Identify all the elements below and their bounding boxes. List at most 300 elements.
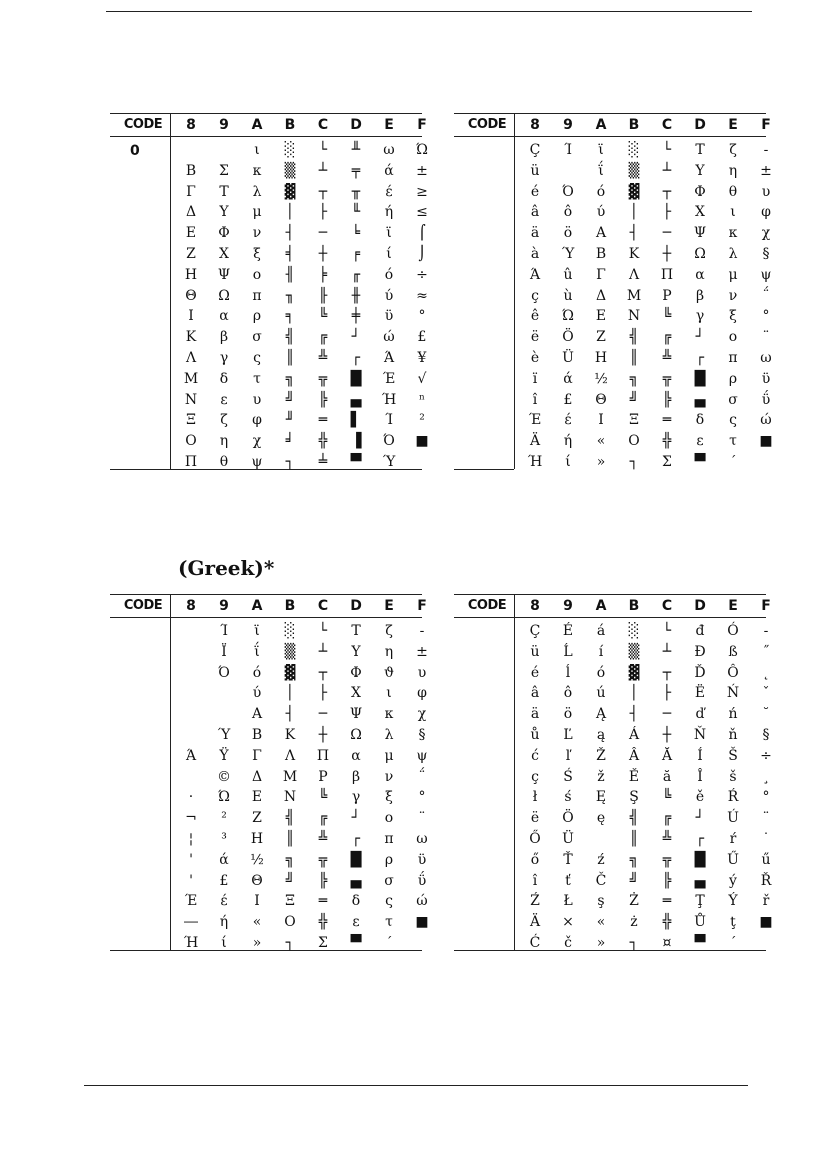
column-header: B — [284, 598, 296, 614]
char-cell: ν — [728, 287, 738, 304]
char-cell: Ά — [529, 266, 541, 283]
char-cell: û — [563, 266, 573, 283]
char-cell: » — [596, 454, 606, 470]
char-cell: ╣ — [285, 810, 295, 827]
char-cell: ϊ — [254, 623, 260, 639]
char-cell: τ — [729, 433, 737, 450]
char-cell: ώ — [760, 412, 772, 429]
char-cell: ε — [696, 433, 704, 450]
char-cell: δ — [695, 412, 705, 429]
char-cell: ⁿ — [418, 391, 426, 408]
char-cell: γ — [351, 789, 361, 806]
char-cell: ░ — [628, 142, 640, 158]
char-cell: î — [532, 872, 538, 889]
char-cell: ╦ — [662, 851, 672, 868]
char-cell: ί — [386, 246, 392, 262]
char-cell: - — [419, 623, 425, 639]
char-cell: » — [596, 935, 606, 951]
char-cell — [176, 726, 206, 745]
char-cell: Η — [594, 350, 608, 366]
char-cell: ╞ — [318, 266, 328, 283]
char-cell: Š — [728, 747, 738, 764]
char-cell: ύ — [252, 685, 262, 702]
char-cell: - — [763, 623, 769, 639]
char-cell: ▓ — [284, 183, 296, 200]
char-cell: ï — [532, 370, 538, 387]
char-cell: Ε — [595, 308, 607, 325]
char-cell: ┐ — [285, 935, 295, 951]
char-cell — [176, 643, 206, 662]
char-cell: Ě — [628, 768, 640, 785]
char-cell: ˝ — [762, 643, 770, 660]
char-cell: ║ — [629, 350, 639, 366]
char-cell: █ — [694, 370, 706, 387]
column-header: F — [417, 598, 427, 614]
char-cell: σ — [252, 329, 262, 346]
char-cell: Ό — [218, 664, 230, 681]
char-cell: ύ — [384, 287, 394, 304]
char-cell: Ń — [726, 685, 740, 702]
char-cell: ρ — [252, 308, 262, 325]
char-cell: ╧ — [318, 454, 328, 470]
char-cell: Ί — [220, 623, 228, 639]
char-cell: Υ — [695, 162, 705, 179]
char-cell: ╢ — [285, 266, 295, 283]
char-cell: ň — [728, 727, 738, 743]
char-cell: ξ — [729, 308, 737, 325]
char-cell: ΅ — [418, 768, 426, 785]
char-cell: ╟ — [318, 287, 328, 304]
char-cell: ╗ — [629, 851, 639, 868]
column-header: C — [661, 117, 673, 133]
char-cell: Ζ — [186, 246, 196, 262]
char-cell: ΅ — [762, 287, 770, 304]
char-cell: Υ — [219, 204, 229, 221]
char-cell: Γ — [596, 266, 606, 283]
char-cell: ρ — [384, 851, 394, 868]
char-cell: é — [530, 664, 540, 681]
char-cell: Ť — [563, 851, 573, 868]
char-cell: ┤ — [629, 706, 639, 723]
row-code: 0 — [130, 143, 140, 159]
char-cell: ϋ — [761, 370, 771, 387]
char-cell: ╩ — [662, 831, 672, 847]
char-cell: ά — [563, 370, 573, 387]
char-cell: Ň — [693, 727, 707, 743]
char-cell: ε — [220, 391, 228, 408]
char-cell: Ξ — [629, 412, 639, 429]
char-cell: Ϊ — [221, 643, 227, 660]
char-cell: ═ — [318, 893, 328, 910]
char-cell: │ — [285, 685, 295, 702]
char-cell: ╣ — [629, 810, 639, 827]
char-cell: Σ — [662, 454, 672, 470]
char-cell: ς — [253, 350, 261, 366]
char-cell: ┼ — [662, 727, 672, 743]
char-cell: Έ — [184, 893, 198, 910]
char-cell: ι — [386, 685, 392, 702]
char-cell: ο — [384, 810, 394, 827]
char-cell: ú — [596, 685, 606, 702]
char-cell: ─ — [662, 225, 672, 242]
code-table-bottom-right — [454, 594, 773, 952]
char-cell: Ή — [527, 454, 543, 470]
column-divider — [514, 113, 515, 469]
char-cell: β — [351, 768, 361, 785]
char-cell: Χ — [219, 246, 229, 262]
char-cell: φ — [761, 204, 771, 221]
column-header: 8 — [186, 598, 196, 614]
char-cell: ― — [184, 914, 198, 931]
char-cell: Ύ — [561, 246, 575, 262]
column-header: A — [595, 117, 607, 133]
char-cell: Ν — [184, 391, 198, 408]
char-cell: ' — [189, 872, 193, 889]
char-cell: Ι — [598, 412, 604, 429]
column-header: 9 — [563, 117, 573, 133]
column-header: C — [317, 117, 329, 133]
char-cell: « — [252, 914, 262, 931]
char-cell: Α — [595, 225, 607, 242]
char-cell: κ — [384, 706, 394, 723]
char-cell: ╠ — [662, 872, 672, 889]
char-cell: π — [384, 831, 394, 847]
char-cell: β — [219, 329, 229, 346]
char-cell: ▓ — [628, 183, 640, 200]
char-cell: ╜ — [285, 412, 295, 429]
char-cell: ό — [384, 266, 394, 283]
char-cell: Δ — [251, 768, 263, 785]
char-cell: Ü — [562, 350, 574, 366]
char-cell: Ε — [185, 225, 197, 242]
char-cell: ├ — [662, 685, 672, 702]
char-cell — [176, 684, 206, 703]
char-cell: ┼ — [318, 246, 328, 262]
char-cell: ┐ — [285, 454, 295, 470]
char-cell: γ — [695, 308, 705, 325]
table-header — [454, 113, 771, 137]
char-cell: ╩ — [318, 350, 328, 366]
char-cell: Χ — [695, 204, 705, 221]
char-cell: Ż — [629, 893, 639, 910]
column-header: C — [661, 598, 673, 614]
char-cell: Λ — [185, 350, 197, 366]
char-cell: ┴ — [662, 162, 672, 179]
char-cell — [176, 768, 206, 787]
char-cell: Ά — [383, 350, 395, 366]
char-cell: ί — [565, 454, 571, 470]
char-cell: Ζ — [596, 329, 606, 346]
char-cell: ┼ — [318, 727, 328, 743]
table-header — [110, 594, 427, 618]
char-cell: ≈ — [416, 287, 428, 304]
char-cell: £ — [417, 329, 427, 346]
code-table-top-left — [110, 113, 429, 471]
char-cell: ⌡ — [418, 246, 426, 262]
char-cell: £ — [219, 872, 229, 889]
char-cell: ╬ — [662, 433, 672, 450]
char-cell: Κ — [628, 246, 640, 262]
char-cell: ╙ — [351, 204, 361, 221]
char-cell: └ — [662, 142, 672, 158]
char-cell: ▓ — [628, 664, 640, 681]
char-cell: υ — [761, 183, 771, 200]
column-header: E — [728, 117, 738, 133]
char-cell: ë — [530, 810, 540, 827]
char-cell: ┘ — [695, 329, 705, 346]
char-cell: č — [564, 935, 572, 951]
char-cell: ± — [416, 162, 428, 179]
column-header: D — [350, 598, 362, 614]
char-cell: Ć — [529, 935, 541, 951]
char-cell: ▐ — [350, 433, 362, 450]
char-cell: ł — [532, 789, 538, 806]
char-cell: ě — [695, 789, 705, 806]
char-cell: Θ — [251, 872, 263, 889]
char-cell: ■ — [759, 914, 773, 931]
top-rule — [106, 11, 752, 12]
char-cell: κ — [728, 225, 738, 242]
char-cell: ô — [563, 204, 573, 221]
char-cell: ═ — [662, 893, 672, 910]
char-cell: î — [532, 391, 538, 408]
char-cell: ψ — [416, 747, 428, 764]
char-cell: ½ — [594, 370, 608, 387]
char-cell — [553, 162, 583, 181]
char-cell: Π — [660, 266, 674, 283]
char-cell: ▓ — [284, 664, 296, 681]
char-cell: ╠ — [318, 391, 328, 408]
char-cell: ▒ — [628, 643, 640, 660]
char-cell: Ω — [350, 727, 362, 743]
char-cell: Ή — [183, 935, 199, 951]
char-cell: ů — [530, 727, 540, 743]
char-cell: ϑ — [383, 664, 394, 681]
char-cell: ┬ — [662, 183, 672, 200]
column-header: B — [628, 598, 640, 614]
char-cell: Ă — [661, 747, 673, 764]
char-cell: ά — [219, 851, 229, 868]
char-cell: ű — [761, 851, 771, 868]
char-cell: Ω — [218, 287, 230, 304]
char-cell: Γ — [252, 747, 262, 764]
char-cell — [407, 453, 437, 472]
char-cell: ţ — [730, 914, 736, 931]
char-cell: Ű — [727, 851, 739, 868]
code-label: CODE — [123, 117, 163, 132]
char-cell: ń — [728, 706, 738, 723]
char-cell: Ρ — [318, 768, 328, 785]
char-cell: Ţ — [695, 893, 705, 910]
char-cell: ■ — [759, 433, 773, 450]
char-cell: ▀ — [350, 935, 362, 951]
char-cell: ┴ — [318, 643, 328, 660]
char-cell: ╬ — [318, 914, 328, 931]
char-cell: β — [695, 287, 705, 304]
char-cell: ό — [596, 183, 606, 200]
char-cell: â — [530, 685, 540, 702]
char-cell: ζ — [220, 412, 228, 429]
char-cell: ΄ — [385, 935, 393, 951]
char-cell: θ — [728, 183, 738, 200]
char-cell: ■ — [415, 433, 429, 450]
char-cell: ² — [419, 412, 425, 429]
column-header: 8 — [530, 598, 540, 614]
char-cell: κ — [252, 162, 262, 179]
char-cell: ˛ — [762, 664, 770, 681]
char-cell: ╚ — [318, 789, 328, 806]
char-cell: ± — [760, 162, 772, 179]
char-cell: Β — [185, 162, 197, 179]
char-cell: └ — [318, 623, 328, 639]
char-cell: ² — [221, 810, 227, 827]
char-cell: ╠ — [318, 872, 328, 889]
char-cell: ╡ — [285, 246, 295, 262]
char-cell: ° — [418, 789, 426, 806]
char-cell: ╚ — [662, 789, 672, 806]
char-cell: χ — [761, 225, 771, 242]
code-table-bottom-left — [110, 594, 429, 952]
char-cell: ╠ — [662, 391, 672, 408]
char-cell: ╦ — [318, 851, 328, 868]
char-cell: Ω — [694, 246, 706, 262]
char-cell: ├ — [662, 204, 672, 221]
char-cell: Î — [697, 768, 703, 785]
char-cell: ˘ — [762, 706, 770, 723]
char-cell: έ — [220, 893, 228, 910]
column-header: F — [417, 117, 427, 133]
char-cell — [176, 141, 206, 160]
char-cell: § — [762, 246, 770, 262]
char-cell: ϋ — [384, 308, 394, 325]
column-divider — [170, 113, 171, 469]
char-cell: Χ — [351, 685, 361, 702]
column-header: A — [251, 117, 263, 133]
char-cell: ╣ — [285, 329, 295, 346]
char-cell: ν — [384, 768, 394, 785]
char-cell: ▀ — [694, 454, 706, 470]
char-cell: Μ — [626, 287, 642, 304]
char-cell: « — [596, 433, 606, 450]
char-cell: ┤ — [629, 225, 639, 242]
column-header: 9 — [219, 117, 229, 133]
char-cell: Ë — [694, 685, 706, 702]
char-cell: υ — [417, 664, 427, 681]
char-cell: Ψ — [693, 225, 707, 242]
char-cell: ë — [530, 329, 540, 346]
char-cell: ╛ — [285, 433, 295, 450]
char-cell: ¸ — [762, 768, 770, 785]
char-cell: ΐ — [254, 643, 260, 660]
char-cell: ς — [385, 893, 393, 910]
char-cell: Υ — [351, 643, 361, 660]
column-header: D — [350, 117, 362, 133]
char-cell: á — [596, 623, 606, 639]
char-cell: Κ — [185, 329, 197, 346]
char-cell: Ξ — [186, 412, 196, 429]
char-cell: α — [219, 308, 229, 325]
char-cell: Ó — [727, 623, 739, 639]
char-cell: Ψ — [349, 706, 363, 723]
char-cell: ί — [221, 935, 227, 951]
char-cell: ą — [596, 727, 606, 743]
char-cell: Ξ — [285, 893, 295, 910]
char-cell: ÷ — [416, 266, 428, 283]
char-cell: ý — [729, 872, 737, 889]
char-cell: » — [252, 935, 262, 951]
char-cell: ═ — [318, 412, 328, 429]
char-cell: ó — [596, 664, 606, 681]
column-divider — [514, 594, 515, 950]
char-cell: ┌ — [351, 831, 361, 847]
char-cell: ä — [530, 706, 540, 723]
char-cell: Ô — [727, 664, 739, 681]
char-cell: ' — [189, 851, 193, 868]
char-cell: ΰ — [417, 872, 427, 889]
char-cell: Ύ — [382, 454, 396, 470]
char-cell: │ — [285, 204, 295, 221]
char-cell: █ — [350, 851, 362, 868]
char-cell: ώ — [383, 329, 395, 346]
char-cell: Ů — [694, 914, 706, 931]
char-cell: Θ — [185, 287, 197, 304]
char-cell: ¥ — [417, 350, 427, 366]
char-cell: ┴ — [318, 162, 328, 179]
char-cell: Η — [250, 831, 264, 847]
char-cell — [176, 622, 206, 641]
char-cell: ő — [530, 851, 540, 868]
char-cell: γ — [219, 350, 229, 366]
char-cell: ░ — [284, 623, 296, 639]
column-header: F — [761, 598, 771, 614]
char-cell: ° — [418, 308, 426, 325]
bottom-rule — [84, 1085, 748, 1086]
char-cell: ΄ — [729, 454, 737, 470]
char-cell: π — [728, 350, 738, 366]
column-header: F — [761, 117, 771, 133]
char-cell: ▄ — [350, 391, 362, 408]
column-header: A — [251, 598, 263, 614]
char-cell: ľ — [565, 747, 571, 764]
char-cell: ┌ — [695, 831, 705, 847]
char-cell — [407, 934, 437, 953]
char-cell: ώ — [416, 893, 428, 910]
char-cell: φ — [417, 685, 427, 702]
char-cell: ╩ — [318, 831, 328, 847]
char-cell: Ç — [529, 142, 541, 158]
char-cell: ╝ — [629, 391, 639, 408]
char-cell: ░ — [284, 142, 296, 158]
char-cell: Δ — [595, 287, 607, 304]
char-cell: É — [562, 623, 574, 639]
char-cell: ö — [563, 706, 573, 723]
column-header: 9 — [563, 598, 573, 614]
char-cell: ▄ — [350, 872, 362, 889]
char-cell: ╝ — [285, 391, 295, 408]
char-cell: Έ — [528, 412, 542, 429]
char-cell: έ — [564, 412, 572, 429]
char-cell: δ — [219, 370, 229, 387]
char-cell — [176, 705, 206, 724]
column-header: E — [384, 117, 394, 133]
char-cell: è — [530, 350, 540, 366]
char-cell: ├ — [318, 204, 328, 221]
char-cell: ö — [563, 225, 573, 242]
char-cell: │ — [629, 685, 639, 702]
char-cell: ≥ — [416, 183, 428, 200]
char-cell: ║ — [629, 831, 639, 847]
char-cell: ΐ — [598, 162, 604, 179]
